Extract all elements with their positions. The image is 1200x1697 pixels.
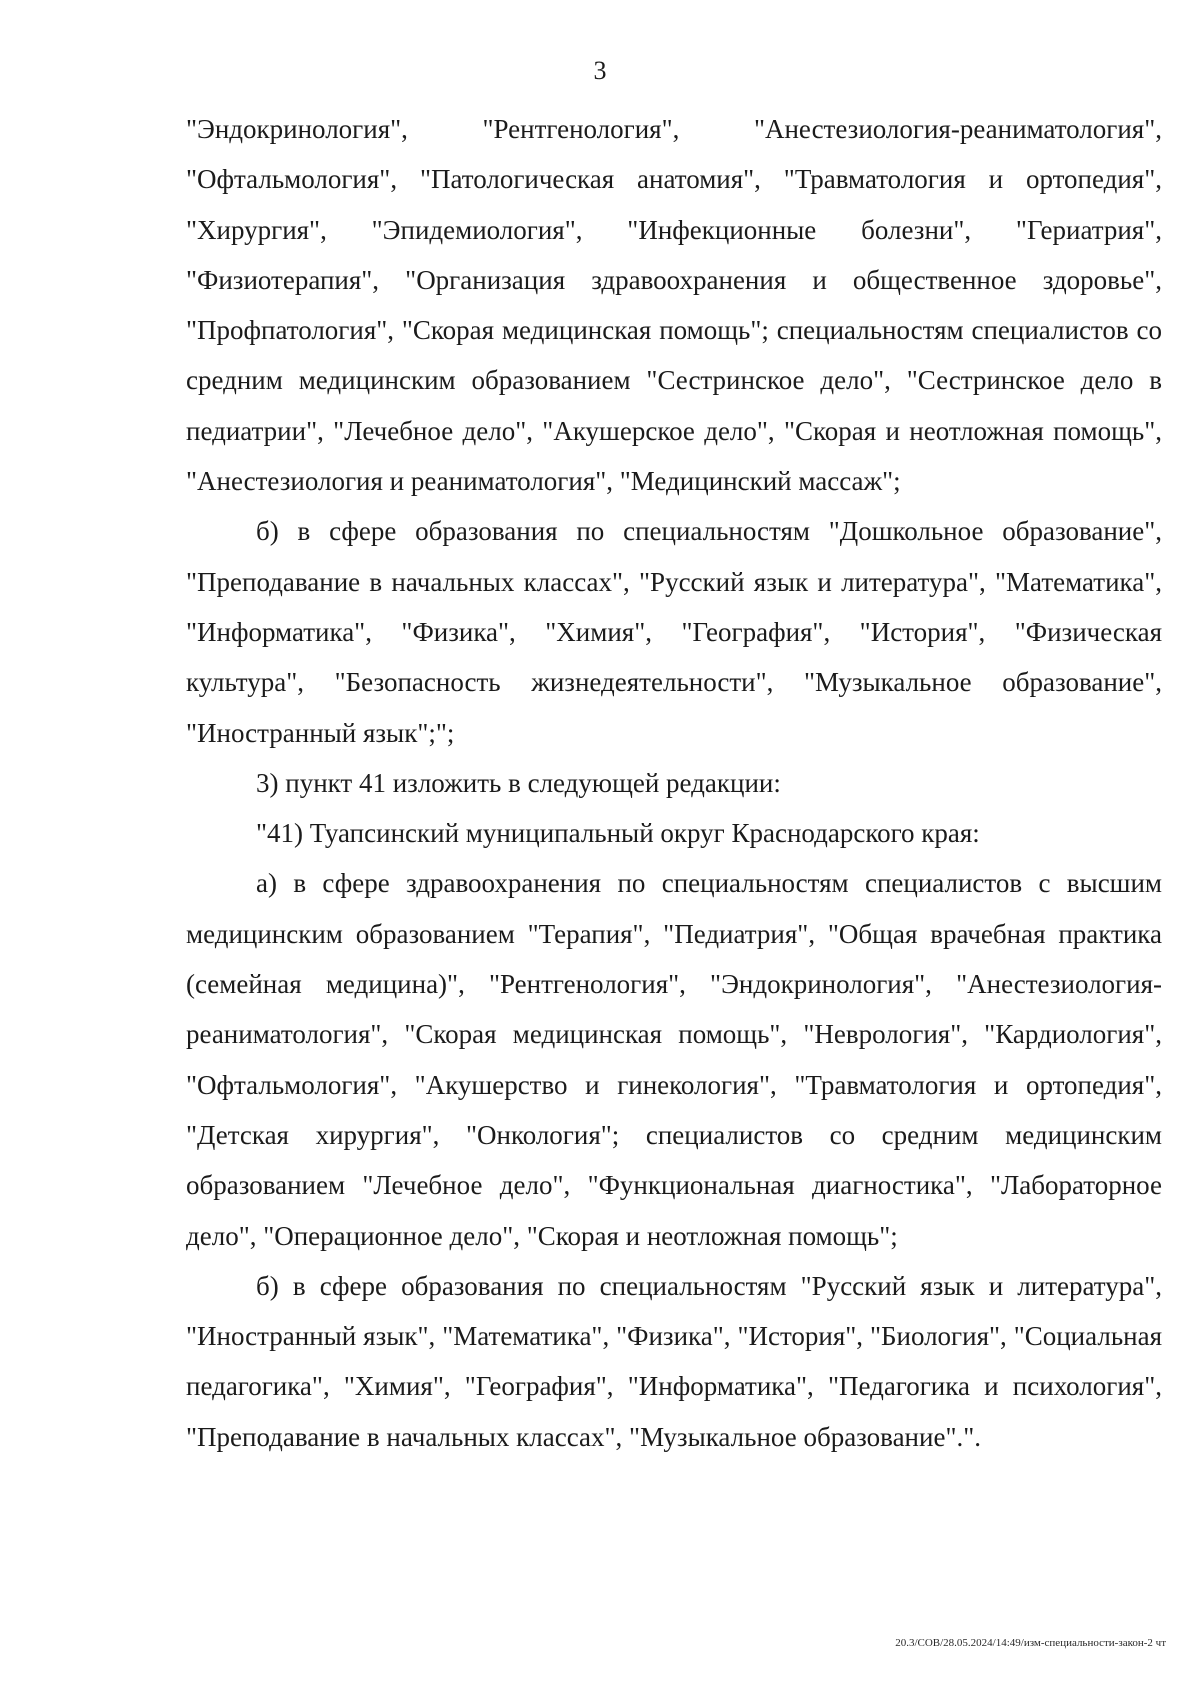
paragraph-education-b: б) в сфере образования по специальностям "Дошкольное образование", "Преподавание в начальных классах", "Русский язык и литература", "Математика", "Информатика", "Физика", "Химия", "География", "История", "Физическая культура", "Безопасность жизнедеятельности", "Музыкальное образование", "Иностранный язык";"; [186,516,1162,748]
paragraph-healthcare-a: а) в сфере здравоохранения по специальностям специалистов с высшим медицинским образованием "Терапия", "Педиатрия", "Общая врачебная практика (семейная медицина)", "Рентгенология", "Эндокринология", "Анестезиология-реаниматология", "Скорая медицинская помощь", "Неврология", "Кардиология", "Офтальмология", "Акушерство и гинекология", "Травматология и ортопедия", "Детская хирургия", "Онкология"; специалистов со средним медицинским образованием "Лечебное дело", "Функциональная диагностика", "Лабораторное дело", "Операционное дело", "Скорая и неотложная помощь"; [186,868,1162,1251]
paragraph-healthcare-continuation: "Эндокринология", "Рентгенология", "Анестезиология-реаниматология", "Офтальмология", "Патологическая анатомия", "Травматология и ортопедия", "Хирургия", "Эпидемиология", "Инфекционные болезни", "Гериатрия", "Физиотерапия", "Организация здравоохранения и общественное здоровье", "Профпатология", "Скорая медицинская помощь"; специальностям специалистов со средним медицинским образованием "Сестринское дело", "Сестринское дело в педиатрии", "Лечебное дело", "Акушерское дело", "Скорая и неотложная помощь", "Анестезиология и реаниматология", "Медицинский массаж"; [186,114,1162,497]
paragraph-item-3: 3) пункт 41 изложить в следующей редакции: [256,767,781,798]
document-body [186,104,1162,1462]
page-number: 3 [593,56,607,85]
paragraph-education-b-41: б) в сфере образования по специальностям "Русский язык и литература", "Иностранный язык", "Математика", "Физика", "История", "Биология", "Социальная педагогика", "Химия", "География", "Информатика", "Педагогика и психология", "Преподавание в начальных классах", "Музыкальное образование".". [186,1270,1162,1452]
document-footer-code: 20.3/СОВ/28.05.2024/14:49/изм-специальности-закон-2 чт [895,1637,1166,1649]
paragraph-item-41-title: "41) Туапсинский муниципальный округ Краснодарского края: [256,818,980,849]
